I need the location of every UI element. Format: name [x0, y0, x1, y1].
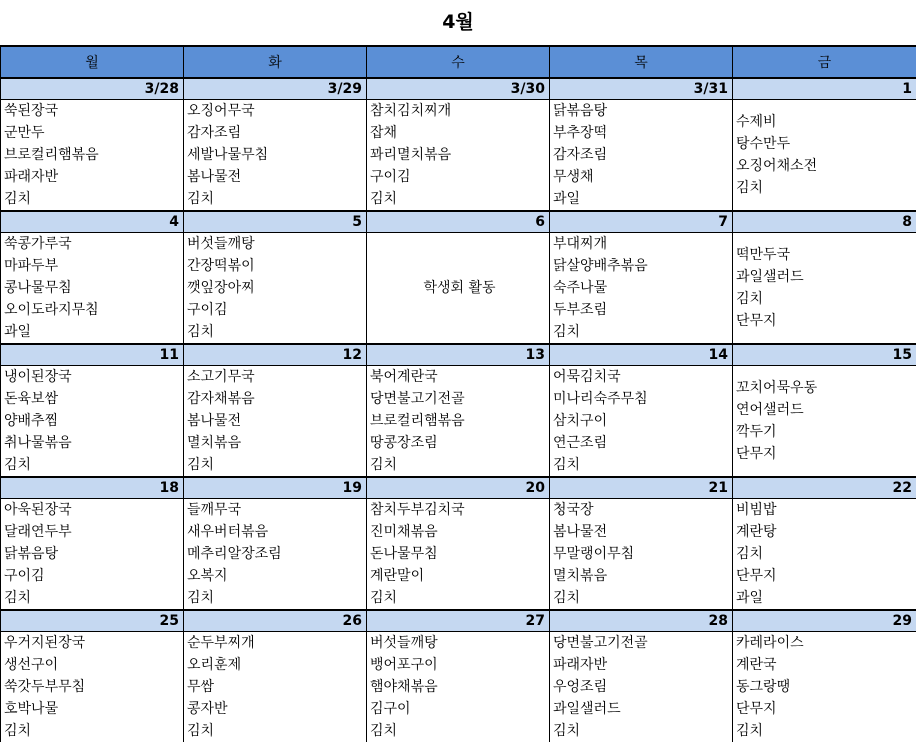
menu-list	[4, 233, 183, 343]
menu-item: 삼치구이	[553, 410, 732, 432]
menu-item: 양배추찜	[4, 410, 183, 432]
menu-list	[370, 366, 549, 476]
menu-item: 오복지	[187, 565, 366, 587]
menu-item: 청국장	[553, 499, 732, 521]
menu-cell	[184, 100, 367, 212]
menu-item: 봄나물전	[187, 166, 366, 188]
menu-item: 김치	[187, 454, 366, 476]
date-cell: 14	[550, 344, 733, 366]
menu-cell	[367, 100, 550, 212]
menu-item: 우거지된장국	[4, 632, 183, 654]
menu-item: 김치	[370, 454, 549, 476]
menu-item: 김치	[553, 321, 732, 343]
menu-item: 연근조림	[553, 432, 732, 454]
date-row	[1, 344, 916, 366]
menu-item: 진미채볶음	[370, 521, 549, 543]
menu-item: 땅콩장조림	[370, 432, 549, 454]
date-cell: 18	[1, 477, 184, 499]
menu-item: 버섯들깨탕	[370, 632, 549, 654]
menu-item: 호박나물	[4, 698, 183, 720]
menu-item: 감자조림	[187, 122, 366, 144]
menu-list	[370, 277, 549, 299]
menu-item: 김치	[4, 587, 183, 609]
menu-item: 꼬치어묵우동	[736, 377, 916, 399]
menu-item: 숙주나물	[553, 277, 732, 299]
menu-list	[187, 100, 366, 210]
menu-item: 구이김	[4, 565, 183, 587]
menu-cell	[184, 632, 367, 742]
menu-list	[736, 632, 916, 742]
menu-cell	[733, 366, 916, 478]
menu-item: 수제비	[736, 111, 916, 133]
weekday-header-wed: 수	[367, 47, 550, 79]
menu-item: 당면불고기전골	[370, 388, 549, 410]
menu-item: 김치	[370, 587, 549, 609]
weekday-header-mon: 월	[1, 47, 184, 79]
menu-item: 버섯들깨탕	[187, 233, 366, 255]
menu-item: 쑥콩가루국	[4, 233, 183, 255]
menu-item: 과일샐러드	[553, 698, 732, 720]
calendar-body	[1, 78, 916, 742]
menu-item: 계란말이	[370, 565, 549, 587]
menu-item: 생선구이	[4, 654, 183, 676]
menu-item: 당면불고기전골	[553, 632, 732, 654]
date-cell: 28	[550, 610, 733, 632]
menu-list	[187, 366, 366, 476]
menu-item: 돈육보쌈	[4, 388, 183, 410]
menu-cell	[733, 499, 916, 611]
menu-item: 오징어채소전	[736, 155, 916, 177]
menu-list	[4, 499, 183, 609]
menu-item: 김치	[187, 720, 366, 742]
menu-item: 멸치볶음	[187, 432, 366, 454]
menu-list	[370, 499, 549, 609]
menu-item: 새우버터볶음	[187, 521, 366, 543]
menu-cell	[1, 366, 184, 478]
date-row	[1, 477, 916, 499]
menu-item: 김치	[553, 720, 732, 742]
menu-item: 참치김치찌개	[370, 100, 549, 122]
date-cell: 21	[550, 477, 733, 499]
weekday-header-thu: 목	[550, 47, 733, 79]
menu-item: 계란국	[736, 654, 916, 676]
date-row	[1, 211, 916, 233]
menu-item: 메추리알장조림	[187, 543, 366, 565]
menu-item: 단무지	[736, 565, 916, 587]
date-cell: 15	[733, 344, 916, 366]
menu-item: 마파두부	[4, 255, 183, 277]
menu-item: 무말랭이무침	[553, 543, 732, 565]
menu-item: 김치	[4, 720, 183, 742]
date-cell: 3/28	[1, 78, 184, 100]
menu-item: 과일	[4, 321, 183, 343]
menu-item: 잡채	[370, 122, 549, 144]
menu-item: 김치	[736, 543, 916, 565]
menu-cell	[184, 499, 367, 611]
event-label: 학생회 활동	[370, 277, 549, 299]
menu-item: 김치	[187, 587, 366, 609]
menu-cell	[367, 632, 550, 742]
menu-item: 부추장떡	[553, 122, 732, 144]
menu-item: 닭볶음탕	[4, 543, 183, 565]
menu-item: 들깨무국	[187, 499, 366, 521]
menu-item: 무쌈	[187, 676, 366, 698]
menu-item: 김치	[553, 454, 732, 476]
menu-cell	[550, 233, 733, 345]
menu-list	[370, 632, 549, 742]
menu-item: 김치	[370, 720, 549, 742]
menu-cell	[1, 499, 184, 611]
menu-item: 브로컬리햄볶음	[370, 410, 549, 432]
menu-list	[553, 366, 732, 476]
menu-list	[553, 632, 732, 742]
menu-item: 닭볶음탕	[553, 100, 732, 122]
menu-item: 봄나물전	[553, 521, 732, 543]
date-row	[1, 610, 916, 632]
menu-cell	[367, 499, 550, 611]
menu-list	[736, 244, 916, 332]
menu-cell	[1, 632, 184, 742]
menu-item: 어묵김치국	[553, 366, 732, 388]
menu-item: 과일	[553, 188, 732, 210]
menu-item: 구이김	[187, 299, 366, 321]
menu-item: 김치	[187, 188, 366, 210]
menu-item: 파래자반	[553, 654, 732, 676]
date-cell: 27	[367, 610, 550, 632]
date-cell: 6	[367, 211, 550, 233]
menu-item: 김치	[370, 188, 549, 210]
menu-cell	[550, 632, 733, 742]
menu-row	[1, 233, 916, 345]
menu-list	[187, 632, 366, 742]
date-cell: 3/31	[550, 78, 733, 100]
menu-cell	[367, 366, 550, 478]
weekday-header-row	[1, 47, 916, 79]
menu-list	[553, 100, 732, 210]
menu-list	[736, 499, 916, 609]
menu-cell	[733, 632, 916, 742]
menu-item: 카레라이스	[736, 632, 916, 654]
menu-row	[1, 632, 916, 742]
menu-item: 취나물볶음	[4, 432, 183, 454]
date-cell: 19	[184, 477, 367, 499]
menu-item: 돈나물무침	[370, 543, 549, 565]
menu-list	[4, 366, 183, 476]
date-cell: 12	[184, 344, 367, 366]
menu-item: 미나리숙주무침	[553, 388, 732, 410]
date-cell: 26	[184, 610, 367, 632]
menu-item: 달래연두부	[4, 521, 183, 543]
menu-item: 아욱된장국	[4, 499, 183, 521]
menu-item: 단무지	[736, 698, 916, 720]
menu-item: 김치	[736, 720, 916, 742]
date-cell: 13	[367, 344, 550, 366]
menu-item: 오이도라지무침	[4, 299, 183, 321]
menu-list	[4, 632, 183, 742]
menu-item: 햄야채볶음	[370, 676, 549, 698]
menu-cell	[733, 100, 916, 212]
menu-item: 브로컬리햄볶음	[4, 144, 183, 166]
menu-item: 두부조림	[553, 299, 732, 321]
menu-item: 냉이된장국	[4, 366, 183, 388]
date-cell: 5	[184, 211, 367, 233]
menu-item: 떡만두국	[736, 244, 916, 266]
menu-item: 우엉조림	[553, 676, 732, 698]
date-cell: 3/30	[367, 78, 550, 100]
weekday-header-tue: 화	[184, 47, 367, 79]
date-cell: 1	[733, 78, 916, 100]
menu-item: 연어샐러드	[736, 399, 916, 421]
date-cell: 25	[1, 610, 184, 632]
menu-cell	[1, 233, 184, 345]
menu-item: 콩나물무침	[4, 277, 183, 299]
menu-item: 오징어무국	[187, 100, 366, 122]
lunch-menu-calendar	[0, 46, 916, 742]
menu-list	[370, 100, 549, 210]
menu-cell	[550, 499, 733, 611]
menu-item: 꽈리멸치볶음	[370, 144, 549, 166]
menu-item: 쑥갓두부무침	[4, 676, 183, 698]
menu-cell	[550, 366, 733, 478]
menu-list	[187, 499, 366, 609]
menu-item: 쑥된장국	[4, 100, 183, 122]
menu-cell	[550, 100, 733, 212]
menu-row	[1, 366, 916, 478]
menu-item: 김치	[736, 177, 916, 199]
date-cell: 8	[733, 211, 916, 233]
menu-item: 탕수만두	[736, 133, 916, 155]
menu-list	[736, 111, 916, 199]
date-cell: 7	[550, 211, 733, 233]
menu-item: 부대찌개	[553, 233, 732, 255]
menu-item: 콩자반	[187, 698, 366, 720]
menu-list	[553, 499, 732, 609]
calendar-title: 4월	[0, 0, 916, 46]
date-cell: 3/29	[184, 78, 367, 100]
menu-item: 김치	[4, 454, 183, 476]
menu-item: 깻잎장아찌	[187, 277, 366, 299]
menu-item: 김치	[736, 288, 916, 310]
menu-row	[1, 100, 916, 212]
menu-item: 과일샐러드	[736, 266, 916, 288]
menu-cell	[733, 233, 916, 345]
menu-item: 간장떡볶이	[187, 255, 366, 277]
menu-list	[553, 233, 732, 343]
menu-item: 순두부찌개	[187, 632, 366, 654]
menu-item: 김구이	[370, 698, 549, 720]
menu-item: 감자조림	[553, 144, 732, 166]
menu-item: 세발나물무침	[187, 144, 366, 166]
menu-item: 뱅어포구이	[370, 654, 549, 676]
menu-item: 무생채	[553, 166, 732, 188]
menu-cell	[184, 366, 367, 478]
menu-row	[1, 499, 916, 611]
date-cell: 11	[1, 344, 184, 366]
menu-item: 참치두부김치국	[370, 499, 549, 521]
menu-cell	[184, 233, 367, 345]
menu-item: 닭살양배추볶음	[553, 255, 732, 277]
date-cell: 20	[367, 477, 550, 499]
menu-list	[187, 233, 366, 343]
date-cell: 22	[733, 477, 916, 499]
menu-item: 동그랑땡	[736, 676, 916, 698]
menu-list	[736, 377, 916, 465]
date-row	[1, 78, 916, 100]
date-cell: 4	[1, 211, 184, 233]
menu-item: 김치	[187, 321, 366, 343]
weekday-header-fri: 금	[733, 47, 916, 79]
menu-item: 북어계란국	[370, 366, 549, 388]
menu-item: 계란탕	[736, 521, 916, 543]
menu-item: 오리훈제	[187, 654, 366, 676]
menu-list	[4, 100, 183, 210]
menu-item: 비빔밥	[736, 499, 916, 521]
menu-item: 감자채볶음	[187, 388, 366, 410]
date-cell: 29	[733, 610, 916, 632]
menu-item: 소고기무국	[187, 366, 366, 388]
menu-cell	[1, 100, 184, 212]
menu-item: 군만두	[4, 122, 183, 144]
menu-item: 깍두기	[736, 421, 916, 443]
menu-item: 단무지	[736, 443, 916, 465]
menu-item: 멸치볶음	[553, 565, 732, 587]
menu-item: 봄나물전	[187, 410, 366, 432]
menu-item: 과일	[736, 587, 916, 609]
menu-item: 김치	[553, 587, 732, 609]
menu-item: 구이김	[370, 166, 549, 188]
menu-item: 김치	[4, 188, 183, 210]
menu-item: 단무지	[736, 310, 916, 332]
menu-item: 파래자반	[4, 166, 183, 188]
menu-cell	[367, 233, 550, 345]
